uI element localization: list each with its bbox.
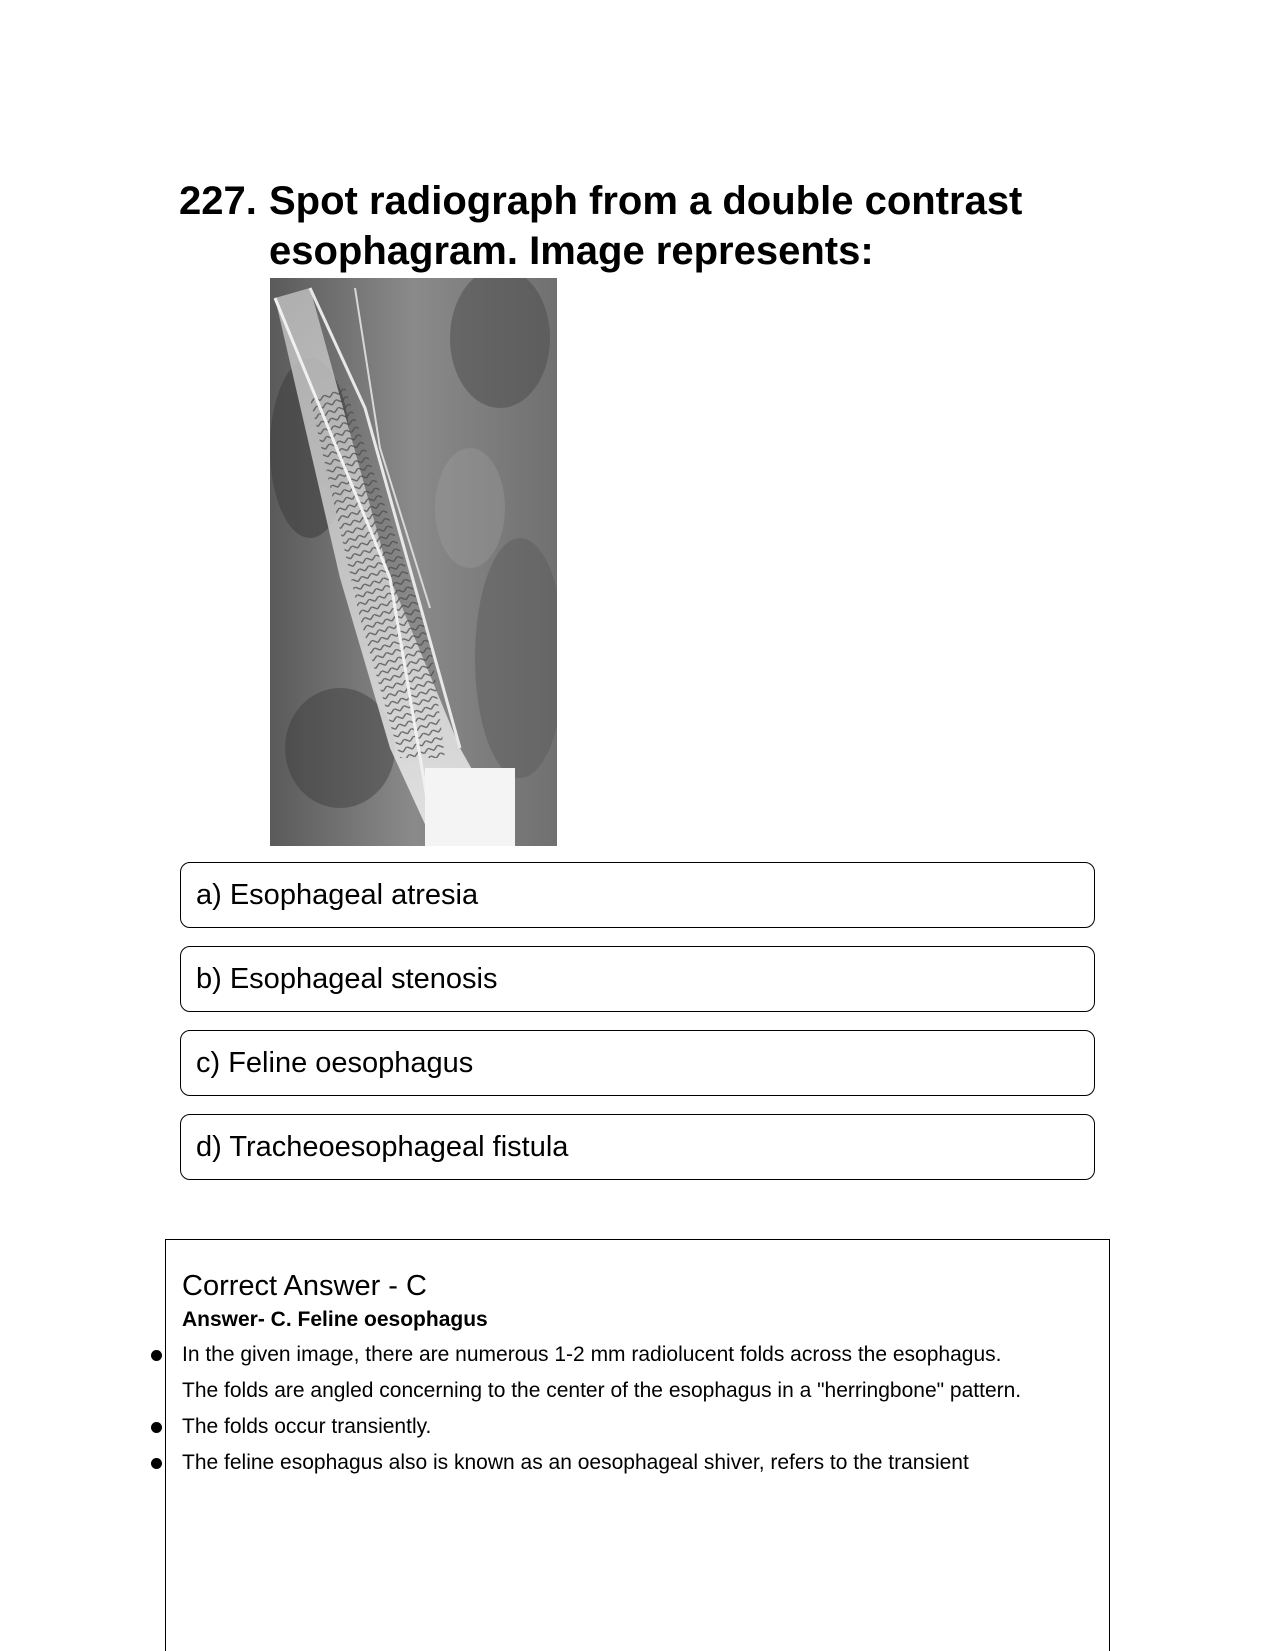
explanation-line-1: In the given image, there are numerous 1-2 mm radiolucent folds across the esophagus. <box>182 1343 1002 1366</box>
question-number: 227. <box>179 179 257 223</box>
bullet-icon <box>151 1458 162 1469</box>
answer-title: Answer- C. Feline oesophagus <box>182 1308 488 1331</box>
option-d[interactable]: d) Tracheoesophageal fistula <box>180 1114 1095 1180</box>
option-a[interactable]: a) Esophageal atresia <box>180 862 1095 928</box>
bullet-icon <box>151 1350 162 1361</box>
correct-answer: Correct Answer - C <box>182 1270 427 1302</box>
option-b[interactable]: b) Esophageal stenosis <box>180 946 1095 1012</box>
explanation-line-2: The folds are angled concerning to the center of the esophagus in a "herringbone" pattern. <box>182 1379 1022 1402</box>
radiograph-image <box>270 278 557 846</box>
explanation-line-3: The folds occur transiently. <box>182 1415 432 1438</box>
explanation-line-4: The feline esophagus also is known as an oesophageal shiver, refers to the transient <box>182 1451 969 1474</box>
bullet-icon <box>151 1422 162 1433</box>
question-text: Spot radiograph from a double contrast esophagram. Image represents: <box>269 179 1023 273</box>
option-c[interactable]: c) Feline oesophagus <box>180 1030 1095 1096</box>
